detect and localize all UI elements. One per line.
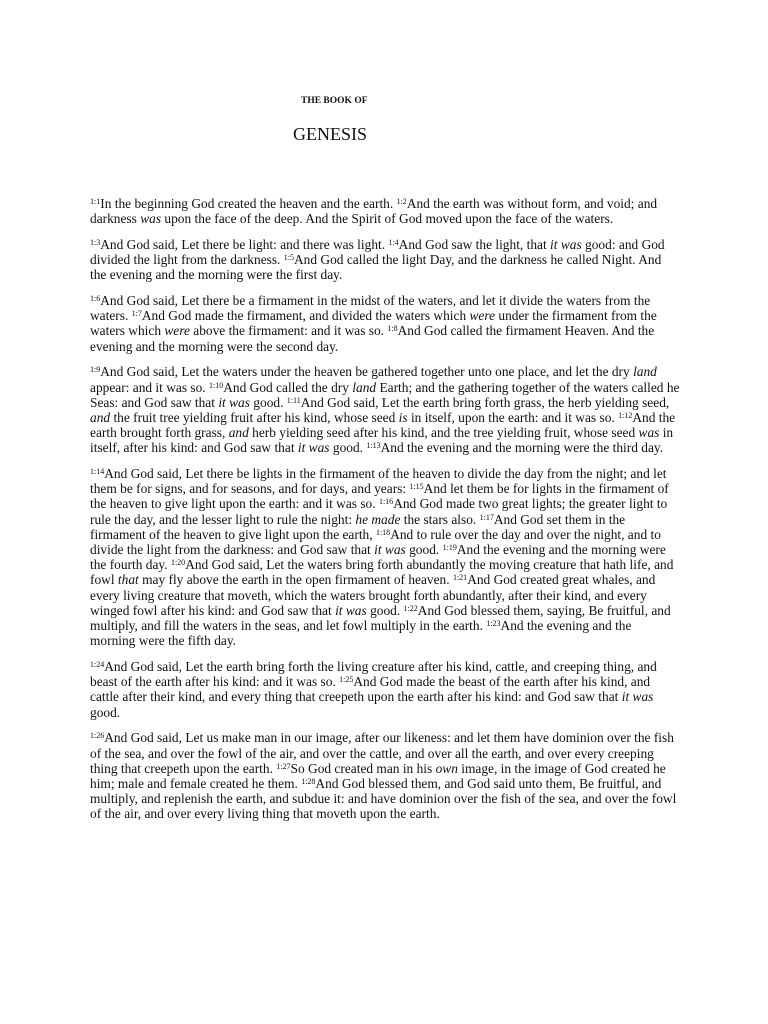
verse-text: Earth; and the gathering together of the waters called he Seas: and God saw that [90,379,680,410]
verse-text: good. [329,440,367,456]
verse-text: And God called the light Day, and the darkness he called Night. And the evening and the morning were the first day. [90,252,662,283]
italic-text: it was [297,440,330,456]
verse-text: And God said, Let there be a firmament in the midst of the waters, and let it divide the waters from the waters. [90,293,651,324]
verse-number: 1:25 [339,675,354,685]
verse-text: And God called the firmament Heaven. And the evening and the morning were the second day. [90,323,655,354]
verse-text: good. [366,602,404,618]
verse-text: In the beginning God created the heaven and the earth. [100,196,397,211]
verse-text: good. [90,704,121,720]
italic-text: it was [550,236,582,252]
verse-text: image, in the image of God created he him; male and female created he them. [90,760,666,791]
book-title: GENESIS [293,124,368,144]
verse-number: 1:4 [388,237,399,247]
verse-text: And God created great whales, and every living creature that moveth, which the waters brought forth abundantly, after their kind, and every winged fowl after his kind: and God saw that [90,572,656,618]
verse-text: And God said, Let the earth bring forth the living creature after his kind, cattle, and creeping thing, and beast of the earth after his kind: and it was so. [90,658,657,690]
verse-number: 1:27 [276,761,291,771]
italic-text: was [638,425,660,441]
italic-text: land [352,379,377,395]
verse-text: And God blessed them, and God said unto them, Be fruitful, and multiply, and replenish the earth, and subdue it: and have dominion over the fish of the sea, and over the fowl of the air, and over every living thing that moveth upon the earth. [90,775,677,822]
verse-number: 1:15 [409,482,424,492]
verse-paragraph [90,237,680,283]
verse-number: 1:14 [90,467,105,477]
verse-number: 1:9 [90,365,101,375]
verse-text: So God created man in his [290,760,436,776]
italic-text: were [164,323,190,339]
verse-number: 1:10 [209,380,224,390]
verse-number: 1:1 [90,197,101,206]
italic-text: it was [621,689,654,705]
italic-text: own [435,760,458,776]
verse-text: And the evening and the morning were the third day. [380,440,664,456]
verse-number: 1:7 [131,309,142,319]
verse-number: 1:3 [90,237,101,247]
verse-number: 1:11 [286,395,301,405]
verse-text: the stars also. [400,511,480,527]
verse-text: And God made two great lights; the greater light to rule the day, and the lesser light to rule the night: [90,496,668,527]
verse-text: in itself, upon the earth: and it was so. [407,409,619,425]
verse-text: good. [405,542,443,558]
verse-text: herb yielding seed after his kind, and the tree yielding fruit, whose seed [248,425,639,441]
italic-text: was [140,211,162,227]
verse-text: the fruit tree yielding fruit after his kind, whose seed [110,409,399,425]
verse-text: And God said, Let there be light: and there was light. [100,236,389,252]
verse-text: And God made the firmament, and divided the waters which [141,308,470,324]
verse-text: And let them be for lights in the firmament of the heaven to give light upon the earth: and it was so. [90,481,669,512]
verse-number: 1:17 [479,512,494,522]
verse-paragraph [90,659,680,720]
verse-text: And God said, Let the waters under the heaven be gathered together unto one place, and let the dry [100,364,634,380]
verse-number: 1:5 [283,253,294,263]
italic-text: it was [374,542,406,558]
verse-text: And God said, Let there be lights in the firmament of the heaven to divide the day from the night; and let them be for signs, and for seasons, and for days, and years: [90,466,667,497]
verse-number: 1:20 [170,558,186,568]
italic-text: and [90,409,111,425]
verse-number: 1:18 [375,527,391,537]
verse-number: 1:16 [378,497,394,507]
verse-number: 1:22 [403,603,418,613]
verse-paragraph [90,196,680,226]
verse-text: above the firmament: and it was so. [189,323,388,339]
verse-text: in itself, after his kind: and God saw that [90,425,674,456]
book-of-heading: THE BOOK OF [301,96,368,106]
italic-text: that [117,572,139,588]
verse-text: And God said, Let the waters bring forth abundantly the moving creature that hath life, and fowl [90,557,674,588]
verse-number: 1:13 [366,441,381,451]
verse-text: And God blessed them, saying, Be fruitful, and multiply, and fill the waters in the seas, and let fowl multiply in the earth. [90,602,671,634]
verse-number: 1:12 [618,410,633,420]
italic-text: it was [218,394,250,410]
verse-text: And the evening and the morning were the fourth day. [90,542,666,573]
verse-text: may fly above the earth in the open firmament of heaven. [138,572,453,588]
verse-text: And God saw the light, that [398,236,551,252]
italic-text: it was [335,602,367,618]
verse-number: 1:21 [452,573,468,583]
verse-text: And the earth was without form, and void; and darkness [90,196,658,227]
verse-paragraph [90,364,680,455]
verse-number: 1:6 [90,294,101,304]
verse-text: under the firmament from the waters which [90,308,657,339]
verse-text: And the evening and the morning were the fifth day. [90,618,632,649]
verse-number: 1:28 [301,776,316,786]
italic-text: he made [355,511,401,527]
verse-number: 1:24 [90,659,105,669]
verse-number: 1:2 [396,197,407,206]
verse-text: good: and God divided the light from the darkness. [90,236,665,268]
italic-text: is [398,409,408,425]
verse-number: 1:8 [387,324,398,334]
italic-text: were [469,308,496,324]
verse-text: And God said, Let us make man in our image, after our likeness: and let them have dominion over the fish of the sea, and over the fowl of the air, and over the cattle, and over all the earth, and over every creeping thing that creepeth upon the earth. [90,730,674,776]
italic-text: land [633,364,657,380]
verse-text: good. [249,394,287,410]
verse-text: And God set them in the firmament of the heaven to give light upon the earth, [90,511,626,542]
verse-text: And the earth brought forth grass, [90,409,676,441]
verse-text: And God made the beast of the earth after his kind, and cattle after their kind, and every thing that creepeth upon the earth after his kind: and God saw that [90,674,651,705]
verse-number: 1:19 [442,543,457,553]
verse-text: appear: and it was so. [90,379,209,395]
verse-text: upon the face of the deep. And the Spirit of God moved upon the face of the waters. [161,211,614,227]
verse-paragraph [90,730,680,821]
verse-paragraph [90,466,680,648]
verse-text: And God said, Let the earth bring forth grass, the herb yielding seed, [300,394,670,410]
verse-number: 1:23 [486,619,501,629]
scripture-text [90,196,680,832]
verse-paragraph [90,293,680,354]
italic-text: and [228,425,249,441]
verse-text: And God called the dry [223,379,353,395]
verse-text: And to rule over the day and over the night, and to divide the light from the darkness: and God saw that [90,526,661,558]
verse-number: 1:26 [90,731,105,741]
